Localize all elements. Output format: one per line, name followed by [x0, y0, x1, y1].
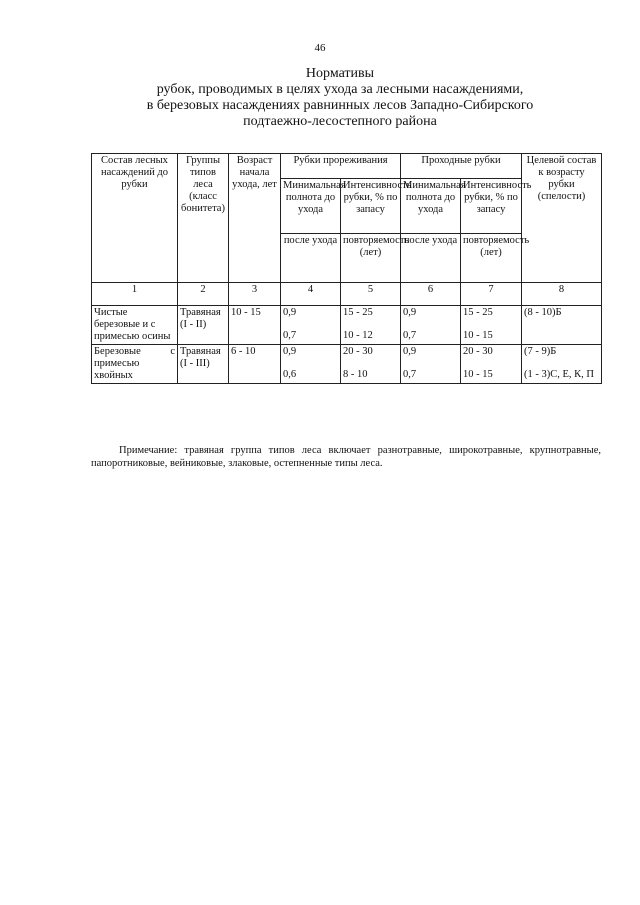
value: (1 - 3)С, Е, К, П [524, 369, 594, 380]
value: 0,7 [283, 330, 297, 341]
cell-thin-density [281, 345, 341, 384]
header-after-care-2: после ухода [401, 234, 461, 283]
header-passage: Проходные рубки [401, 154, 522, 179]
footnote-text: Примечание: травяная группа типов леса включает разнотравные, широкотравные, крупнотравные, папоротниковые, вейниковые, злаковые, остепненные типы леса. [91, 445, 601, 469]
value: 10 - 15 [463, 330, 493, 341]
cell-pass-density [401, 306, 461, 345]
col-number: 7 [461, 283, 522, 306]
header-row [92, 154, 602, 179]
value: 8 - 10 [343, 369, 368, 380]
value: (8 - 10)Б [524, 307, 562, 318]
cell-age: 10 - 15 [229, 306, 281, 345]
value: 15 - 25 [463, 307, 493, 318]
header-repeat: повторяемость (лет) [341, 234, 401, 283]
header-thinning: Рубки прореживания [281, 154, 401, 179]
col-number: 3 [229, 283, 281, 306]
title-line-3: в березовых насаждениях равнинных лесов Западно-Сибирского [146, 98, 534, 113]
cell-composition: Березовые с примесью хвойных [92, 345, 178, 384]
header-min-density: Минимальная полнота до ухода [281, 179, 341, 234]
value: 0,9 [283, 307, 297, 318]
norms-table [91, 153, 602, 384]
title-line-4: подтаежно-лесостепного района [243, 114, 437, 129]
col-number: 1 [92, 283, 178, 306]
forest-class: (I - III) [180, 358, 210, 369]
col-number: 8 [522, 283, 602, 306]
title-line-2: рубок, проводимых в целях ухода за лесными насаждениями, [156, 82, 524, 97]
title-line-1: Нормативы [305, 66, 375, 81]
header-min-density-2: Минимальная полнота до ухода [401, 179, 461, 234]
table-row [92, 345, 602, 384]
col-number: 6 [401, 283, 461, 306]
cell-thin-density [281, 306, 341, 345]
value: 0,6 [283, 369, 297, 380]
table-row [92, 306, 602, 345]
value: 20 - 30 [463, 346, 493, 357]
value: (7 - 9)Б [524, 346, 557, 357]
cell-age: 6 - 10 [229, 345, 281, 384]
header-target: Целевой состав к возрасту рубки (спелости) [522, 154, 602, 283]
header-forest-type: Группы типов леса (класс бонитета) [178, 154, 229, 283]
cell-target [522, 345, 602, 384]
col-number: 4 [281, 283, 341, 306]
value: 0,7 [403, 369, 417, 380]
cell-pass-density [401, 345, 461, 384]
footnote [91, 444, 601, 470]
value: 15 - 25 [343, 307, 373, 318]
cell-pass-intensity [461, 306, 522, 345]
header-age: Возраст начала ухода, лет [229, 154, 281, 283]
forest-class: (I - II) [180, 319, 207, 330]
cell-thin-intensity [341, 345, 401, 384]
cell-forest-type [178, 306, 229, 345]
page-number: 46 [314, 42, 326, 54]
document-title [80, 66, 600, 130]
header-intensity: Интенсивность рубки, % по запасу [341, 179, 401, 234]
value: 0,9 [283, 346, 297, 357]
header-repeat-2: повторяемость (лет) [461, 234, 522, 283]
cell-composition: Чистые березовые и с примесью осины [92, 306, 178, 345]
col-number: 2 [178, 283, 229, 306]
col-number: 5 [341, 283, 401, 306]
header-intensity-2: Интенсивность рубки, % по запасу [461, 179, 522, 234]
value: 20 - 30 [343, 346, 373, 357]
value: 10 - 12 [343, 330, 373, 341]
forest-type: Травяная [180, 346, 221, 357]
cell-forest-type [178, 345, 229, 384]
header-after-care: после ухода [281, 234, 341, 283]
value: 0,9 [403, 346, 417, 357]
header-composition: Состав лесных насаждений до рубки [92, 154, 178, 283]
value: 10 - 15 [463, 369, 493, 380]
column-number-row [92, 283, 602, 306]
cell-pass-intensity [461, 345, 522, 384]
value: 0,7 [403, 330, 417, 341]
cell-target [522, 306, 602, 345]
forest-type: Травяная [180, 307, 221, 318]
value: 0,9 [403, 307, 417, 318]
cell-thin-intensity [341, 306, 401, 345]
